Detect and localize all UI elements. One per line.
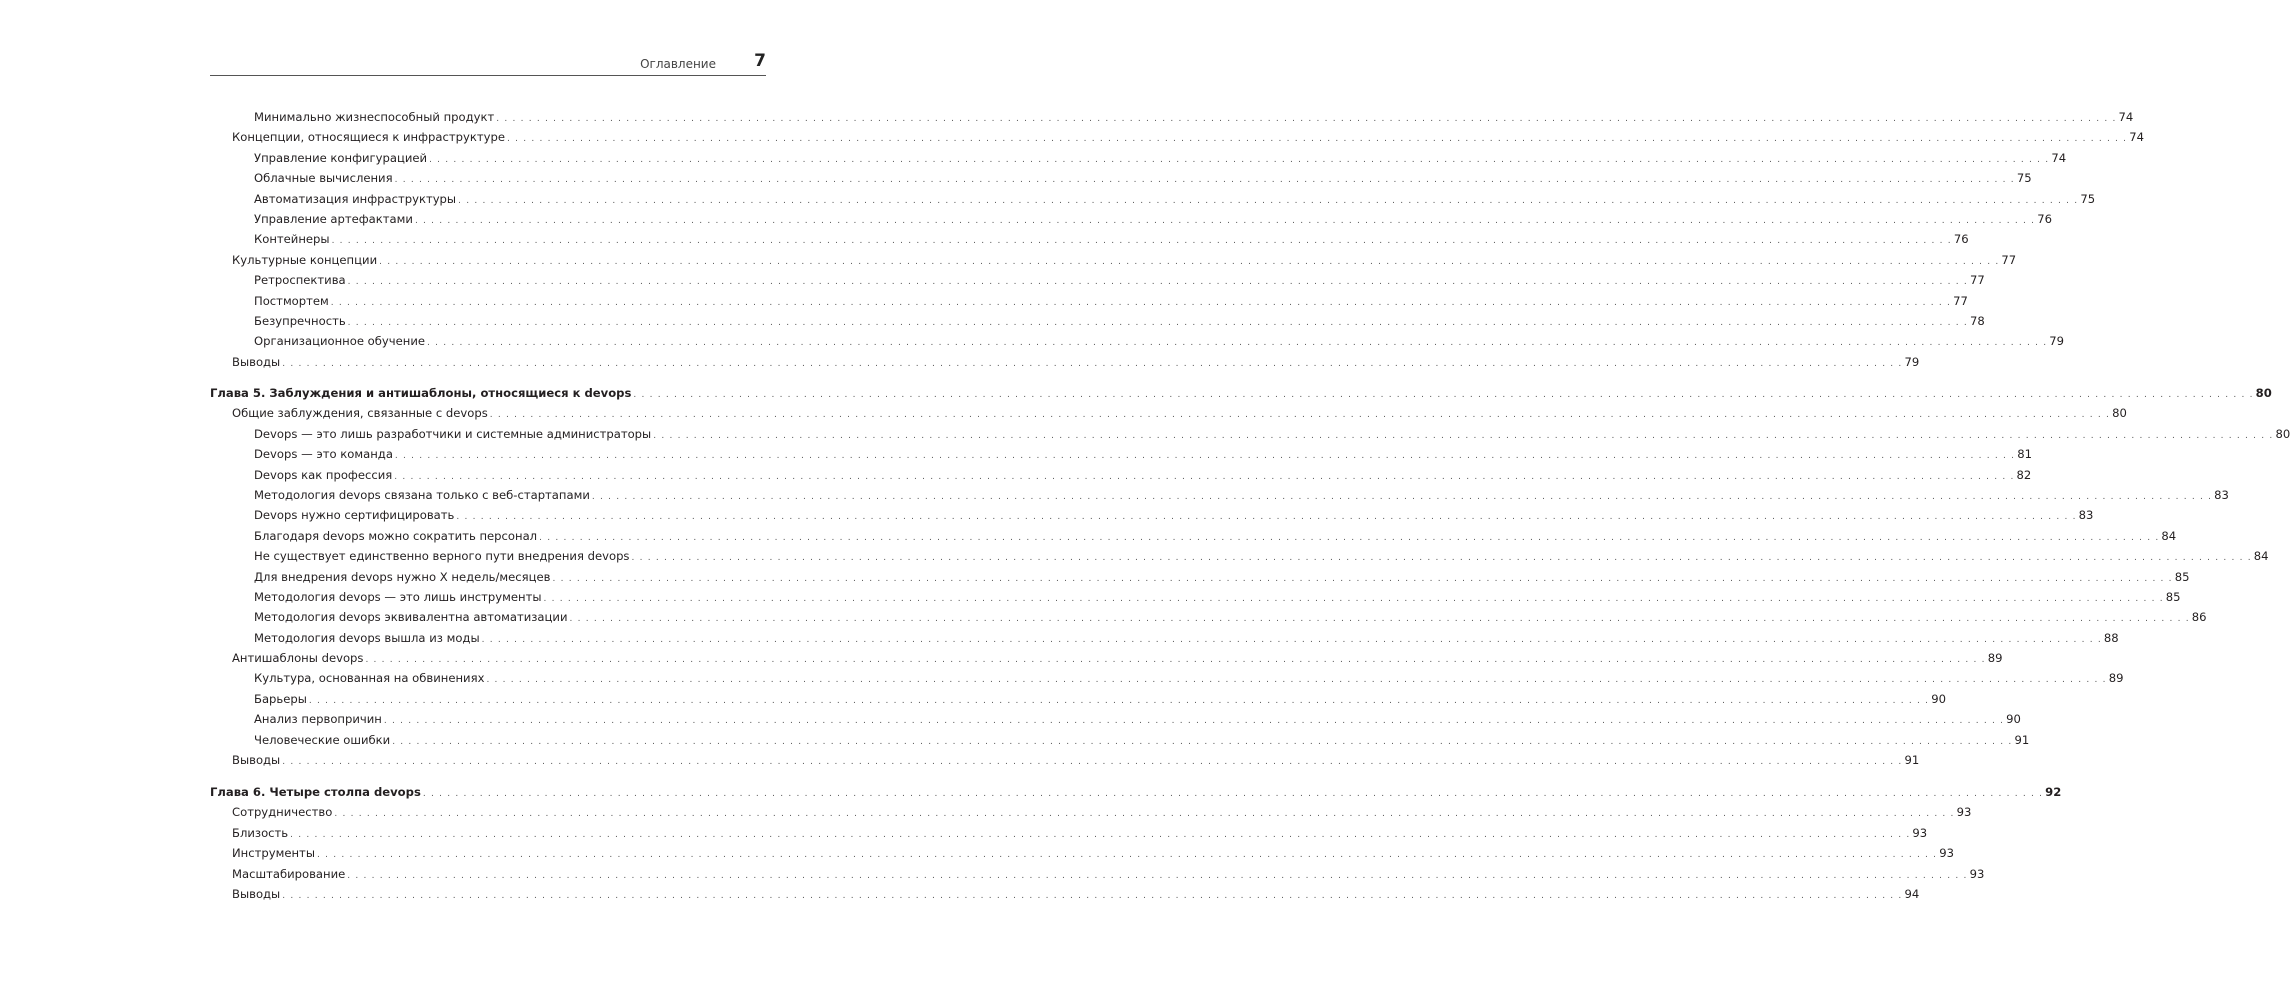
toc-entry[interactable]: [210, 465, 2032, 485]
toc-entry-page: 74: [2118, 110, 2134, 124]
toc-entry-page: 90: [1931, 691, 1946, 706]
dot-leader: . . . . . . . . . . . . . . . . . . . . . . . . . . . . . . . . . . . . . . . . . . . . . . . . . . . . . . . . . . . . . . . . . . . . . . . . . . . . . . . . . . . . . . . . . . . . . . . . . . . . . . . . . . . . . . . . . . . . . . . . . . . . . . . . . . . . . . . . . . . . . . . . . . . . . . . . . . . . . . . . . . . . . . . . . . . . . . . . . . . . . . . . . . . . . . . . . . . . . . . .: [456, 512, 2077, 523]
toc-entry-title: Контейнеры: [254, 232, 330, 247]
toc-entry[interactable]: [210, 709, 2021, 729]
toc-entry-title: Культура, основанная на обвинениях: [254, 671, 485, 686]
toc-entry[interactable]: [210, 168, 2032, 188]
toc-entry-title: Антишаблоны devops: [232, 651, 364, 666]
dot-leader: . . . . . . . . . . . . . . . . . . . . . . . . . . . . . . . . . . . . . . . . . . . . . . . . . . . . . . . . . . . . . . . . . . . . . . . . . . . . . . . . . . . . . . . . . . . . . . . . . . . . . . . . . . . . . . . . . . . . . . . . . . . . . . . . . . . . . . . . . . . . . . . . . . . . . . . . . . . . . . . . . . . . . . . . . . . . . . . . . . . . . . . . . . . . . . . . . . . . . . . .: [427, 338, 2048, 349]
toc-entry-title: Управление артефактами: [254, 211, 413, 226]
toc-entry-page: 88: [2103, 630, 2119, 645]
toc-entry-title: Близость: [232, 825, 289, 840]
header-page-number: 7: [754, 51, 766, 71]
dot-leader: . . . . . . . . . . . . . . . . . . . . . . . . . . . . . . . . . . . . . . . . . . . . . . . . . . . . . . . . . . . . . . . . . . . . . . . . . . . . . . . . . . . . . . . . . . . . . . . . . . . . . . . . . . . . . . . . . . . . . . . . . . . . . . . . . . . . . . . . . . . . . . . . . . . . . . . . . . . . . . . . . . . . . . . . . . . . . . . . . . . . . . . . . . . . . . . . . . . . . . . .: [481, 634, 2102, 645]
dot-leader: . . . . . . . . . . . . . . . . . . . . . . . . . . . . . . . . . . . . . . . . . . . . . . . . . . . . . . . . . . . . . . . . . . . . . . . . . . . . . . . . . . . . . . . . . . . . . . . . . . . . . . . . . . . . . . . . . . . . . . . . . . . . . . . . . . . . . . . . . . . . . . . . . . . . . . . . . . . . . . . . . . . . . . . . . . . . . . . . . . . . . . . . . . . . . . . . . . . . . . . .: [308, 695, 1930, 706]
toc-chapter-entry[interactable]: [210, 383, 2272, 403]
toc-entry-title: Не существует единственно верного пути внедрения devops: [254, 549, 630, 564]
toc-entry[interactable]: [210, 148, 2067, 168]
toc-entry[interactable]: [210, 250, 2017, 270]
toc-entry-title: Глава 6. Четыре столпа devops: [210, 785, 421, 799]
toc-entry-page: 76: [2037, 211, 2052, 226]
dot-leader: . . . . . . . . . . . . . . . . . . . . . . . . . . . . . . . . . . . . . . . . . . . . . . . . . . . . . . . . . . . . . . . . . . . . . . . . . . . . . . . . . . . . . . . . . . . . . . . . . . . . . . . . . . . . . . . . . . . . . . . . . . . . . . . . . . . . . . . . . . . . . . . . . . . . . . . . . . . . . . . . . . . . . . . . . . . . . . . . . . . . . . . . . . . . . . . . . . . . . . . .: [496, 114, 2117, 124]
dot-leader: . . . . . . . . . . . . . . . . . . . . . . . . . . . . . . . . . . . . . . . . . . . . . . . . . . . . . . . . . . . . . . . . . . . . . . . . . . . . . . . . . . . . . . . . . . . . . . . . . . . . . . . . . . . . . . . . . . . . . . . . . . . . . . . . . . . . . . . . . . . . . . . . . . . . . . . . . . . . . . . . . . . . . . . . . . . . . . . . . . . . . . . . . . . . . . . . . . . . . . . .: [506, 134, 2128, 145]
toc-entry-page: 85: [2165, 589, 2181, 604]
toc-entry-title: Инструменты: [232, 846, 315, 861]
toc-entry-title: Методология devops — это лишь инструменты: [254, 589, 542, 604]
toc-entry-page: 89: [1987, 651, 2003, 666]
toc-entry-page: 89: [2108, 671, 2124, 686]
toc-entry-title: Методология devops связана только с веб-стартапами: [254, 487, 590, 502]
dot-leader: . . . . . . . . . . . . . . . . . . . . . . . . . . . . . . . . . . . . . . . . . . . . . . . . . . . . . . . . . . . . . . . . . . . . . . . . . . . . . . . . . . . . . . . . . . . . . . . . . . . . . . . . . . . . . . . . . . . . . . . . . . . . . . . . . . . . . . . . . . . . . . . . . . . . . . . . . . . . . . . . . . . . . . . . . . . . . . . . . . . . . . . . . . . . . . . . . . . . . . . .: [633, 390, 2254, 400]
header-title: Оглавление: [640, 57, 716, 71]
toc-entry-page: 80: [2255, 386, 2272, 400]
running-header: [210, 50, 766, 76]
toc-entry-title: Барьеры: [254, 691, 307, 706]
toc-entry-page: 91: [1904, 753, 1920, 768]
toc-entry-page: 76: [1953, 232, 1969, 247]
toc-entry-title: Управление конфигурацией: [254, 150, 428, 165]
toc-entry-title: Культурные концепции: [232, 252, 378, 267]
dot-leader: . . . . . . . . . . . . . . . . . . . . . . . . . . . . . . . . . . . . . . . . . . . . . . . . . . . . . . . . . . . . . . . . . . . . . . . . . . . . . . . . . . . . . . . . . . . . . . . . . . . . . . . . . . . . . . . . . . . . . . . . . . . . . . . . . . . . . . . . . . . . . . . . . . . . . . . . . . . . . . . . . . . . . . . . . . . . . . . . . . . . . . . . . . . . . . . . . . . . . . . .: [282, 358, 1903, 369]
toc-entry-page: 93: [1969, 866, 1985, 881]
dot-leader: . . . . . . . . . . . . . . . . . . . . . . . . . . . . . . . . . . . . . . . . . . . . . . . . . . . . . . . . . . . . . . . . . . . . . . . . . . . . . . . . . . . . . . . . . . . . . . . . . . . . . . . . . . . . . . . . . . . . . . . . . . . . . . . . . . . . . . . . . . . . . . . . . . . . . . . . . . . . . . . . . . . . . . . . . . . . . . . . . . . . . . . . . . . . . . . . . . . . . . . .: [429, 154, 2050, 165]
dot-leader: . . . . . . . . . . . . . . . . . . . . . . . . . . . . . . . . . . . . . . . . . . . . . . . . . . . . . . . . . . . . . . . . . . . . . . . . . . . . . . . . . . . . . . . . . . . . . . . . . . . . . . . . . . . . . . . . . . . . . . . . . . . . . . . . . . . . . . . . . . . . . . . . . . . . . . . . . . . . . . . . . . . . . . . . . . . . . . . . . . . . . . . . . . . . . . . . . . . . . . . .: [394, 451, 2016, 462]
toc-entry-page: 93: [1912, 825, 1928, 840]
toc-block-chapter-4-continued: [210, 107, 2145, 372]
dot-leader: . . . . . . . . . . . . . . . . . . . . . . . . . . . . . . . . . . . . . . . . . . . . . . . . . . . . . . . . . . . . . . . . . . . . . . . . . . . . . . . . . . . . . . . . . . . . . . . . . . . . . . . . . . . . . . . . . . . . . . . . . . . . . . . . . . . . . . . . . . . . . . . . . . . . . . . . . . . . . . . . . . . . . . . . . . . . . . . . . . . . . . . . . . . . . . . . . . . . . . . .: [334, 809, 1955, 820]
toc-entry-title: Devops — это команда: [254, 447, 393, 462]
toc-entry-title: Методология devops вышла из моды: [254, 630, 480, 645]
dot-leader: . . . . . . . . . . . . . . . . . . . . . . . . . . . . . . . . . . . . . . . . . . . . . . . . . . . . . . . . . . . . . . . . . . . . . . . . . . . . . . . . . . . . . . . . . . . . . . . . . . . . . . . . . . . . . . . . . . . . . . . . . . . . . . . . . . . . . . . . . . . . . . . . . . . . . . . . . . . . . . . . . . . . . . . . . . . . . . . . . . . . . . . . . . . . . . . . . . . . . . . .: [316, 850, 1938, 861]
toc-entry-page: 82: [2016, 467, 2032, 482]
toc-block-chapter-5: [210, 383, 2290, 770]
toc-entry-title: Выводы: [232, 753, 281, 768]
toc-entry[interactable]: [210, 843, 1955, 863]
toc-entry[interactable]: [210, 526, 2177, 546]
dot-leader: . . . . . . . . . . . . . . . . . . . . . . . . . . . . . . . . . . . . . . . . . . . . . . . . . . . . . . . . . . . . . . . . . . . . . . . . . . . . . . . . . . . . . . . . . . . . . . . . . . . . . . . . . . . . . . . . . . . . . . . . . . . . . . . . . . . . . . . . . . . . . . . . . . . . . . . . . . . . . . . . . . . . . . . . . . . . . . . . . . . . . . . . . . . . . . . . . . . . . . . .: [422, 789, 2044, 799]
dot-leader: . . . . . . . . . . . . . . . . . . . . . . . . . . . . . . . . . . . . . . . . . . . . . . . . . . . . . . . . . . . . . . . . . . . . . . . . . . . . . . . . . . . . . . . . . . . . . . . . . . . . . . . . . . . . . . . . . . . . . . . . . . . . . . . . . . . . . . . . . . . . . . . . . . . . . . . . . . . . . . . . . . . . . . . . . . . . . . . . . . . . . . . . . . . . . . . . . . . . . . . .: [365, 655, 1986, 666]
toc-entry-title: Общие заблуждения, связанные с devops: [232, 406, 488, 421]
toc-entry-page: 75: [2016, 171, 2032, 186]
toc-entry[interactable]: [210, 750, 1920, 770]
toc-entry-title: Автоматизация инфраструктуры: [254, 191, 457, 206]
toc-entry[interactable]: [210, 209, 2052, 229]
toc-entry-title: Выводы: [232, 886, 281, 901]
toc-entry-title: Организационное обучение: [254, 334, 425, 349]
toc-entry-page: 77: [1969, 273, 1985, 288]
toc-entry[interactable]: [210, 668, 2124, 688]
dot-leader: . . . . . . . . . . . . . . . . . . . . . . . . . . . . . . . . . . . . . . . . . . . . . . . . . . . . . . . . . . . . . . . . . . . . . . . . . . . . . . . . . . . . . . . . . . . . . . . . . . . . . . . . . . . . . . . . . . . . . . . . . . . . . . . . . . . . . . . . . . . . . . . . . . . . . . . . . . . . . . . . . . . . . . . . . . . . . . . . . . . . . . . . . . . . . . . . . . . . . . . .: [331, 236, 1952, 247]
toc-entry[interactable]: [210, 331, 2065, 351]
dot-leader: . . . . . . . . . . . . . . . . . . . . . . . . . . . . . . . . . . . . . . . . . . . . . . . . . . . . . . . . . . . . . . . . . . . . . . . . . . . . . . . . . . . . . . . . . . . . . . . . . . . . . . . . . . . . . . . . . . . . . . . . . . . . . . . . . . . . . . . . . . . . . . . . . . . . . . . . . . . . . . . . . . . . . . . . . . . . . . . . . . . . . . . . . . . . . . . . . . . . . . . .: [379, 256, 2000, 267]
dot-leader: . . . . . . . . . . . . . . . . . . . . . . . . . . . . . . . . . . . . . . . . . . . . . . . . . . . . . . . . . . . . . . . . . . . . . . . . . . . . . . . . . . . . . . . . . . . . . . . . . . . . . . . . . . . . . . . . . . . . . . . . . . . . . . . . . . . . . . . . . . . . . . . . . . . . . . . . . . . . . . . . . . . . . . . . . . . . . . . . . . . . . . . . . . . . . . . . . . . . . . . .: [347, 277, 1968, 288]
toc-entry-page: 74: [2051, 150, 2067, 165]
toc-entry-title: Человеческие ошибки: [254, 732, 391, 747]
toc-entry[interactable]: [210, 823, 1928, 843]
toc-entry-page: 84: [2253, 549, 2269, 564]
toc-entry-page: 78: [1969, 313, 1985, 328]
toc-entry-title: Постмортем: [254, 293, 329, 308]
toc-entry-page: 86: [2191, 610, 2207, 625]
toc-entry-title: Анализ первопричин: [254, 712, 382, 727]
toc-entry-page: 77: [1953, 293, 1968, 308]
toc-entry-page: 74: [2129, 130, 2145, 145]
toc-entry-page: 94: [1904, 886, 1920, 901]
dot-leader: . . . . . . . . . . . . . . . . . . . . . . . . . . . . . . . . . . . . . . . . . . . . . . . . . . . . . . . . . . . . . . . . . . . . . . . . . . . . . . . . . . . . . . . . . . . . . . . . . . . . . . . . . . . . . . . . . . . . . . . . . . . . . . . . . . . . . . . . . . . . . . . . . . . . . . . . . . . . . . . . . . . . . . . . . . . . . . . . . . . . . . . . . . . . . . . . . . . . . . . .: [539, 532, 2160, 543]
toc-entry-title: Благодаря devops можно сократить персонал: [254, 528, 538, 543]
toc-entry[interactable]: [210, 485, 2229, 505]
toc-entry[interactable]: [210, 864, 1985, 884]
toc-entry-title: Ретроспектива: [254, 273, 346, 288]
toc-entry-page: 77: [2001, 252, 2017, 267]
toc-entry[interactable]: [210, 352, 1920, 372]
dot-leader: . . . . . . . . . . . . . . . . . . . . . . . . . . . . . . . . . . . . . . . . . . . . . . . . . . . . . . . . . . . . . . . . . . . . . . . . . . . . . . . . . . . . . . . . . . . . . . . . . . . . . . . . . . . . . . . . . . . . . . . . . . . . . . . . . . . . . . . . . . . . . . . . . . . . . . . . . . . . . . . . . . . . . . . . . . . . . . . . . . . . . . . . . . . . . . . . . . . . . . . .: [347, 870, 1968, 881]
toc-entry-page: 83: [2078, 508, 2094, 523]
toc-entry[interactable]: [210, 270, 1985, 290]
dot-leader: . . . . . . . . . . . . . . . . . . . . . . . . . . . . . . . . . . . . . . . . . . . . . . . . . . . . . . . . . . . . . . . . . . . . . . . . . . . . . . . . . . . . . . . . . . . . . . . . . . . . . . . . . . . . . . . . . . . . . . . . . . . . . . . . . . . . . . . . . . . . . . . . . . . . . . . . . . . . . . . . . . . . . . . . . . . . . . . . . . . . . . . . . . . . . . . . . . . . . . . .: [394, 471, 2015, 482]
toc-entry-title: Методология devops эквивалентна автоматизации: [254, 610, 568, 625]
toc-entry-page: 81: [2017, 447, 2032, 462]
dot-leader: . . . . . . . . . . . . . . . . . . . . . . . . . . . . . . . . . . . . . . . . . . . . . . . . . . . . . . . . . . . . . . . . . . . . . . . . . . . . . . . . . . . . . . . . . . . . . . . . . . . . . . . . . . . . . . . . . . . . . . . . . . . . . . . . . . . . . . . . . . . . . . . . . . . . . . . . . . . . . . . . . . . . . . . . . . . . . . . . . . . . . . . . . . . . . . . . . . . . . . . .: [653, 430, 2274, 441]
toc-entry[interactable]: [210, 229, 1969, 249]
toc-entry-page: 93: [1939, 846, 1955, 861]
toc-entry-page: 90: [2006, 712, 2021, 727]
toc-entry-title: Масштабирование: [232, 866, 346, 881]
toc-entry-page: 83: [2214, 487, 2229, 502]
toc-entry[interactable]: [210, 802, 1972, 822]
dot-leader: . . . . . . . . . . . . . . . . . . . . . . . . . . . . . . . . . . . . . . . . . . . . . . . . . . . . . . . . . . . . . . . . . . . . . . . . . . . . . . . . . . . . . . . . . . . . . . . . . . . . . . . . . . . . . . . . . . . . . . . . . . . . . . . . . . . . . . . . . . . . . . . . . . . . . . . . . . . . . . . . . . . . . . . . . . . . . . . . . . . . . . . . . . . . . . . . . . . . . . . .: [569, 614, 2190, 625]
toc-entry[interactable]: [210, 311, 1985, 331]
dot-leader: . . . . . . . . . . . . . . . . . . . . . . . . . . . . . . . . . . . . . . . . . . . . . . . . . . . . . . . . . . . . . . . . . . . . . . . . . . . . . . . . . . . . . . . . . . . . . . . . . . . . . . . . . . . . . . . . . . . . . . . . . . . . . . . . . . . . . . . . . . . . . . . . . . . . . . . . . . . . . . . . . . . . . . . . . . . . . . . . . . . . . . . . . . . . . . . . . . . . . . . .: [282, 890, 1903, 901]
toc-entry-title: Выводы: [232, 354, 281, 369]
dot-leader: . . . . . . . . . . . . . . . . . . . . . . . . . . . . . . . . . . . . . . . . . . . . . . . . . . . . . . . . . . . . . . . . . . . . . . . . . . . . . . . . . . . . . . . . . . . . . . . . . . . . . . . . . . . . . . . . . . . . . . . . . . . . . . . . . . . . . . . . . . . . . . . . . . . . . . . . . . . . . . . . . . . . . . . . . . . . . . . . . . . . . . . . . . . . . . . . . . . . . . . .: [290, 829, 1911, 840]
toc-entry[interactable]: [210, 127, 2145, 147]
toc-entry[interactable]: [210, 587, 2181, 607]
toc-entry-page: 93: [1956, 805, 1972, 820]
dot-leader: . . . . . . . . . . . . . . . . . . . . . . . . . . . . . . . . . . . . . . . . . . . . . . . . . . . . . . . . . . . . . . . . . . . . . . . . . . . . . . . . . . . . . . . . . . . . . . . . . . . . . . . . . . . . . . . . . . . . . . . . . . . . . . . . . . . . . . . . . . . . . . . . . . . . . . . . . . . . . . . . . . . . . . . . . . . . . . . . . . . . . . . . . . . . . . . . . . . . . . . .: [486, 675, 2107, 686]
toc-entry-title: Devops как профессия: [254, 467, 393, 482]
toc-entry[interactable]: [210, 730, 2030, 750]
toc-entry[interactable]: [210, 689, 1946, 709]
dot-leader: . . . . . . . . . . . . . . . . . . . . . . . . . . . . . . . . . . . . . . . . . . . . . . . . . . . . . . . . . . . . . . . . . . . . . . . . . . . . . . . . . . . . . . . . . . . . . . . . . . . . . . . . . . . . . . . . . . . . . . . . . . . . . . . . . . . . . . . . . . . . . . . . . . . . . . . . . . . . . . . . . . . . . . . . . . . . . . . . . . . . . . . . . . . . . . . . . . . . . . . .: [591, 491, 2213, 502]
toc-entry-page: 79: [1904, 354, 1920, 369]
toc-entry[interactable]: [210, 648, 2003, 668]
dot-leader: . . . . . . . . . . . . . . . . . . . . . . . . . . . . . . . . . . . . . . . . . . . . . . . . . . . . . . . . . . . . . . . . . . . . . . . . . . . . . . . . . . . . . . . . . . . . . . . . . . . . . . . . . . . . . . . . . . . . . . . . . . . . . . . . . . . . . . . . . . . . . . . . . . . . . . . . . . . . . . . . . . . . . . . . . . . . . . . . . . . . . . . . . . . . . . . . . . . . . . . .: [543, 593, 2164, 604]
toc-entry-page: 84: [2161, 528, 2177, 543]
toc-entry[interactable]: [210, 444, 2032, 464]
toc-entry-page: 80: [2275, 426, 2290, 441]
dot-leader: . . . . . . . . . . . . . . . . . . . . . . . . . . . . . . . . . . . . . . . . . . . . . . . . . . . . . . . . . . . . . . . . . . . . . . . . . . . . . . . . . . . . . . . . . . . . . . . . . . . . . . . . . . . . . . . . . . . . . . . . . . . . . . . . . . . . . . . . . . . . . . . . . . . . . . . . . . . . . . . . . . . . . . . . . . . . . . . . . . . . . . . . . . . . . . . . . . . . . . . .: [330, 297, 1952, 308]
toc-entry-title: Облачные вычисления: [254, 171, 393, 186]
toc-entry[interactable]: [210, 424, 2290, 444]
dot-leader: . . . . . . . . . . . . . . . . . . . . . . . . . . . . . . . . . . . . . . . . . . . . . . . . . . . . . . . . . . . . . . . . . . . . . . . . . . . . . . . . . . . . . . . . . . . . . . . . . . . . . . . . . . . . . . . . . . . . . . . . . . . . . . . . . . . . . . . . . . . . . . . . . . . . . . . . . . . . . . . . . . . . . . . . . . . . . . . . . . . . . . . . . . . . . . . . . . . . . . . .: [414, 215, 2036, 226]
dot-leader: . . . . . . . . . . . . . . . . . . . . . . . . . . . . . . . . . . . . . . . . . . . . . . . . . . . . . . . . . . . . . . . . . . . . . . . . . . . . . . . . . . . . . . . . . . . . . . . . . . . . . . . . . . . . . . . . . . . . . . . . . . . . . . . . . . . . . . . . . . . . . . . . . . . . . . . . . . . . . . . . . . . . . . . . . . . . . . . . . . . . . . . . . . . . . . . . . . . . . . . .: [458, 195, 2079, 206]
dot-leader: . . . . . . . . . . . . . . . . . . . . . . . . . . . . . . . . . . . . . . . . . . . . . . . . . . . . . . . . . . . . . . . . . . . . . . . . . . . . . . . . . . . . . . . . . . . . . . . . . . . . . . . . . . . . . . . . . . . . . . . . . . . . . . . . . . . . . . . . . . . . . . . . . . . . . . . . . . . . . . . . . . . . . . . . . . . . . . . . . . . . . . . . . . . . . . . . . . . . . . . .: [552, 573, 2173, 584]
toc-entry[interactable]: [210, 189, 2096, 209]
toc-block-chapter-6: [210, 782, 2062, 904]
toc-entry-title: Для внедрения devops нужно X недель/месяцев: [254, 569, 551, 584]
toc-entry[interactable]: [210, 546, 2269, 566]
dot-leader: . . . . . . . . . . . . . . . . . . . . . . . . . . . . . . . . . . . . . . . . . . . . . . . . . . . . . . . . . . . . . . . . . . . . . . . . . . . . . . . . . . . . . . . . . . . . . . . . . . . . . . . . . . . . . . . . . . . . . . . . . . . . . . . . . . . . . . . . . . . . . . . . . . . . . . . . . . . . . . . . . . . . . . . . . . . . . . . . . . . . . . . . . . . . . . . . . . . . . . . .: [392, 736, 2013, 747]
toc-entry-page: 91: [2014, 732, 2030, 747]
toc-entry[interactable]: [210, 403, 2127, 423]
toc-entry-title: Сотрудничество: [232, 805, 333, 820]
toc-entry[interactable]: [210, 884, 1920, 904]
toc-entry[interactable]: [210, 567, 2190, 587]
toc-entry-page: 80: [2112, 406, 2127, 421]
toc-entry[interactable]: [210, 607, 2207, 627]
toc-entry[interactable]: [210, 107, 2134, 127]
toc-entry-page: 92: [2045, 785, 2062, 799]
toc-entry-title: Безупречность: [254, 313, 346, 328]
toc-entry-page: 85: [2174, 569, 2190, 584]
dot-leader: . . . . . . . . . . . . . . . . . . . . . . . . . . . . . . . . . . . . . . . . . . . . . . . . . . . . . . . . . . . . . . . . . . . . . . . . . . . . . . . . . . . . . . . . . . . . . . . . . . . . . . . . . . . . . . . . . . . . . . . . . . . . . . . . . . . . . . . . . . . . . . . . . . . . . . . . . . . . . . . . . . . . . . . . . . . . . . . . . . . . . . . . . . . . . . . . . . . . . . . .: [282, 757, 1903, 768]
toc-entry-page: 79: [2049, 334, 2065, 349]
toc-entry[interactable]: [210, 505, 2094, 525]
toc-entry-title: Глава 5. Заблуждения и антишаблоны, относящиеся к devops: [210, 386, 632, 400]
toc-entry-title: Devops нужно сертифицировать: [254, 508, 455, 523]
dot-leader: . . . . . . . . . . . . . . . . . . . . . . . . . . . . . . . . . . . . . . . . . . . . . . . . . . . . . . . . . . . . . . . . . . . . . . . . . . . . . . . . . . . . . . . . . . . . . . . . . . . . . . . . . . . . . . . . . . . . . . . . . . . . . . . . . . . . . . . . . . . . . . . . . . . . . . . . . . . . . . . . . . . . . . . . . . . . . . . . . . . . . . . . . . . . . . . . . . . . . . . .: [631, 553, 2252, 564]
toc-entry[interactable]: [210, 291, 1968, 311]
dot-leader: . . . . . . . . . . . . . . . . . . . . . . . . . . . . . . . . . . . . . . . . . . . . . . . . . . . . . . . . . . . . . . . . . . . . . . . . . . . . . . . . . . . . . . . . . . . . . . . . . . . . . . . . . . . . . . . . . . . . . . . . . . . . . . . . . . . . . . . . . . . . . . . . . . . . . . . . . . . . . . . . . . . . . . . . . . . . . . . . . . . . . . . . . . . . . . . . . . . . . . . .: [347, 317, 1968, 328]
dot-leader: . . . . . . . . . . . . . . . . . . . . . . . . . . . . . . . . . . . . . . . . . . . . . . . . . . . . . . . . . . . . . . . . . . . . . . . . . . . . . . . . . . . . . . . . . . . . . . . . . . . . . . . . . . . . . . . . . . . . . . . . . . . . . . . . . . . . . . . . . . . . . . . . . . . . . . . . . . . . . . . . . . . . . . . . . . . . . . . . . . . . . . . . . . . . . . . . . . . . . . . .: [489, 410, 2111, 421]
toc-entry-title: Devops — это лишь разработчики и системные администраторы: [254, 426, 652, 441]
toc-entry-page: 75: [2080, 191, 2096, 206]
toc-chapter-entry[interactable]: [210, 782, 2062, 802]
toc-entry-title: Концепции, относящиеся к инфраструктуре: [232, 130, 505, 145]
dot-leader: . . . . . . . . . . . . . . . . . . . . . . . . . . . . . . . . . . . . . . . . . . . . . . . . . . . . . . . . . . . . . . . . . . . . . . . . . . . . . . . . . . . . . . . . . . . . . . . . . . . . . . . . . . . . . . . . . . . . . . . . . . . . . . . . . . . . . . . . . . . . . . . . . . . . . . . . . . . . . . . . . . . . . . . . . . . . . . . . . . . . . . . . . . . . . . . . . . . . . . . .: [394, 175, 2015, 186]
dot-leader: . . . . . . . . . . . . . . . . . . . . . . . . . . . . . . . . . . . . . . . . . . . . . . . . . . . . . . . . . . . . . . . . . . . . . . . . . . . . . . . . . . . . . . . . . . . . . . . . . . . . . . . . . . . . . . . . . . . . . . . . . . . . . . . . . . . . . . . . . . . . . . . . . . . . . . . . . . . . . . . . . . . . . . . . . . . . . . . . . . . . . . . . . . . . . . . . . . . . . . . .: [383, 716, 2005, 727]
toc-entry-title: Минимально жизнеспособный продукт: [254, 110, 495, 124]
toc-entry[interactable]: [210, 628, 2119, 648]
